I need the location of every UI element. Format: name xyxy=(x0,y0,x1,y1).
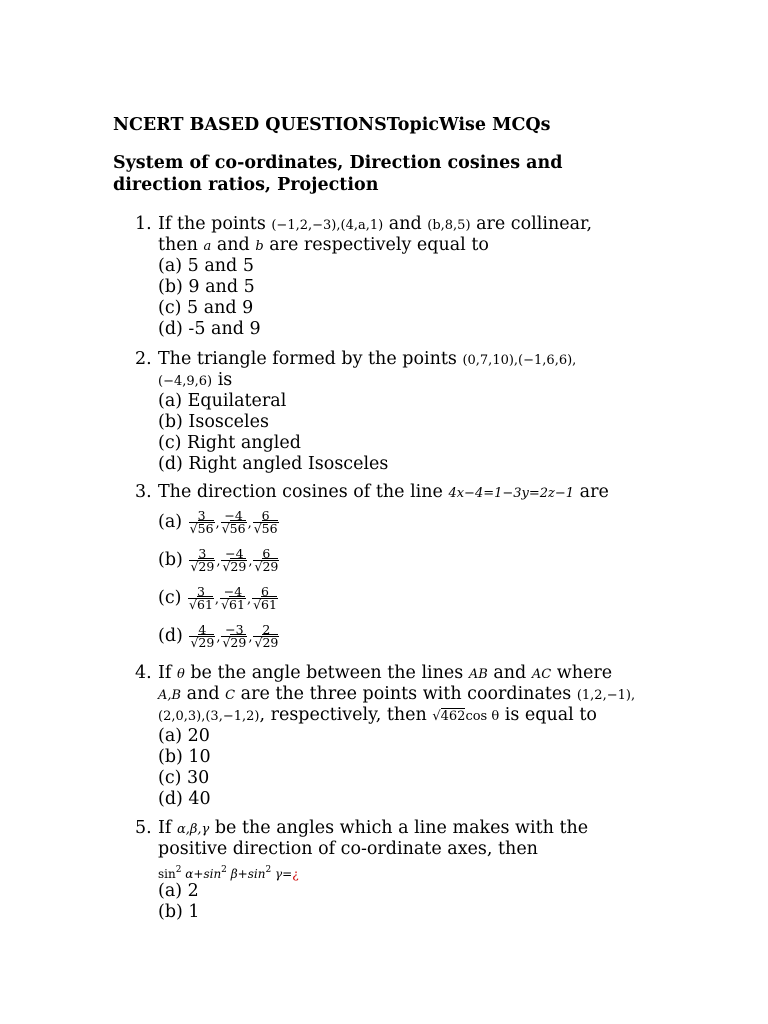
sqrt-symbol: √ xyxy=(222,635,231,650)
text: are xyxy=(574,482,609,502)
square-root: √462 xyxy=(432,709,466,724)
denominator xyxy=(220,598,246,611)
fraction xyxy=(189,510,215,535)
fraction xyxy=(189,624,215,649)
sqrt-symbol: √ xyxy=(189,521,198,536)
denominator xyxy=(253,522,279,535)
numerator: 3 xyxy=(197,508,206,523)
math-variable: A,B xyxy=(158,688,182,703)
fraction xyxy=(188,586,214,611)
question-1 xyxy=(135,214,695,340)
option-label: (d) xyxy=(158,626,183,646)
fraction xyxy=(189,548,215,573)
question-text-line xyxy=(158,349,695,370)
text: are collinear, xyxy=(470,214,593,234)
question-number: 3. xyxy=(135,482,152,502)
question-text-line xyxy=(158,684,695,705)
option-c: (c) 5 and 9 xyxy=(158,298,254,318)
comma: , xyxy=(214,592,220,607)
denominator xyxy=(189,560,215,573)
text: and xyxy=(487,663,532,683)
option-d: (d) -5 and 9 xyxy=(158,319,261,339)
numerator: 4 xyxy=(198,622,207,637)
option-a: (a) 2 xyxy=(158,881,199,901)
option-c: (c) Right angled xyxy=(158,433,301,453)
radicand: 29 xyxy=(262,635,279,650)
radicand: 61 xyxy=(229,597,245,612)
document-title: NCERT BASED QUESTIONSTopicWise MCQs xyxy=(113,115,551,135)
text: where xyxy=(551,663,613,683)
question-text-line xyxy=(158,235,695,256)
text: If the points xyxy=(158,214,272,234)
question-5 xyxy=(135,818,695,923)
text: be the angles which a line makes with the xyxy=(209,818,589,838)
radicand: 29 xyxy=(198,635,215,650)
fraction xyxy=(252,586,278,611)
option-a xyxy=(158,503,695,541)
numerator: 3 xyxy=(197,584,205,599)
math-expression: (2,0,3),(3,−1,2) xyxy=(158,709,260,724)
radicand: 29 xyxy=(230,635,247,650)
fraction xyxy=(253,510,279,535)
comma: , xyxy=(216,554,221,569)
comma: , xyxy=(248,554,253,569)
comma: , xyxy=(247,516,252,531)
numerator: −4 xyxy=(223,584,243,599)
comma: , xyxy=(246,592,252,607)
denominator xyxy=(253,560,279,573)
comma: , xyxy=(248,630,253,645)
sqrt-symbol: √ xyxy=(190,635,199,650)
option-d xyxy=(158,617,695,655)
fraction xyxy=(253,548,279,573)
radicand: 29 xyxy=(230,559,247,574)
question-text-line xyxy=(158,663,695,684)
option-c: (c) 30 xyxy=(158,768,210,788)
math-variable: AB xyxy=(468,667,488,682)
sqrt-symbol: √ xyxy=(190,559,199,574)
text: are respectively equal to xyxy=(263,235,489,255)
superscript: 2 xyxy=(175,865,182,875)
sqrt-symbol: √ xyxy=(221,597,230,612)
math-variable: AC xyxy=(531,667,552,682)
option-b: (b) Isosceles xyxy=(158,412,269,432)
option-label: (c) xyxy=(158,588,182,608)
comma: , xyxy=(216,630,221,645)
radicand: 56 xyxy=(229,521,246,536)
denominator xyxy=(253,636,279,649)
numerator: 6 xyxy=(262,546,271,561)
option-b: (b) 10 xyxy=(158,747,211,767)
math-variable: θ xyxy=(176,667,185,682)
text: then xyxy=(158,235,204,255)
math-variable: b xyxy=(255,239,264,254)
sqrt-symbol: √ xyxy=(254,635,263,650)
question-number: 4. xyxy=(135,663,152,683)
option-b: (b) 1 xyxy=(158,902,200,922)
option-a: (a) 20 xyxy=(158,726,210,746)
comma: , xyxy=(215,516,220,531)
text: is equal to xyxy=(499,705,597,725)
numerator: 6 xyxy=(261,508,270,523)
math-text: γ= xyxy=(271,867,293,881)
option-b: (b) 9 and 5 xyxy=(158,277,255,297)
fraction xyxy=(221,510,247,535)
math-text: α+sin xyxy=(181,867,222,881)
question-number: 2. xyxy=(135,349,152,369)
text: and xyxy=(211,235,256,255)
sqrt-symbol: √ xyxy=(253,597,262,612)
denominator xyxy=(221,636,247,649)
math-expression: (−1,2,−3),(4,a,1) xyxy=(271,218,384,233)
math-expression: (1,2,−1), xyxy=(576,688,636,703)
denominator xyxy=(188,598,214,611)
radicand: 29 xyxy=(198,559,215,574)
text: If xyxy=(158,663,177,683)
radicand: 56 xyxy=(197,521,214,536)
question-text-line xyxy=(158,214,695,235)
denominator xyxy=(189,636,215,649)
fraction-options xyxy=(158,503,695,655)
text: If xyxy=(158,818,177,838)
option-a: (a) 5 and 5 xyxy=(158,256,254,276)
radicand: 462 xyxy=(440,709,466,724)
option-c xyxy=(158,579,695,617)
math-text: ¿ xyxy=(292,867,299,881)
numerator: 3 xyxy=(198,546,207,561)
text: be the angle between the lines xyxy=(184,663,469,683)
radicand: 29 xyxy=(262,559,279,574)
denominator xyxy=(221,522,247,535)
option-label: (b) xyxy=(158,550,183,570)
text: are the three points with coordinates xyxy=(235,684,577,704)
text: The direction cosines of the line xyxy=(158,482,449,502)
denominator xyxy=(252,598,278,611)
math-variable: α,β,γ xyxy=(176,822,210,837)
sqrt-symbol: √ xyxy=(253,521,262,536)
fraction xyxy=(221,624,247,649)
fraction xyxy=(221,548,247,573)
math-variable: C xyxy=(225,688,236,703)
fraction xyxy=(253,624,279,649)
option-d: (d) 40 xyxy=(158,789,211,809)
math-text: β+sin xyxy=(226,867,266,881)
section-heading: System of co-ordinates, Direction cosines and direction ratios, Projection xyxy=(113,153,563,195)
option-label: (a) xyxy=(158,512,183,532)
question-text-line xyxy=(158,818,695,839)
math-expression-line xyxy=(158,860,695,881)
math-expression: (b,8,5) xyxy=(427,218,471,233)
question-text-line xyxy=(158,482,695,503)
sqrt-symbol: √ xyxy=(254,559,263,574)
option-a: (a) Equilateral xyxy=(158,391,287,411)
text: , respectively, then xyxy=(259,705,433,725)
superscript: 2 xyxy=(221,865,227,875)
numerator: −4 xyxy=(224,508,243,523)
math-expression: cos θ xyxy=(465,709,500,724)
radicand: 56 xyxy=(261,521,278,536)
superscript: 2 xyxy=(265,865,272,875)
question-2 xyxy=(135,349,695,475)
question-text-line: positive direction of co-ordinate axes, then xyxy=(158,839,538,859)
numerator: −4 xyxy=(225,546,244,561)
option-b xyxy=(158,541,695,579)
math-variable: a xyxy=(203,239,212,254)
option-d: (d) Right angled Isosceles xyxy=(158,454,389,474)
text: The triangle formed by the points xyxy=(158,349,463,369)
question-number: 5. xyxy=(135,818,152,838)
sqrt-symbol: √ xyxy=(221,521,230,536)
denominator xyxy=(221,560,247,573)
denominator xyxy=(189,522,215,535)
sqrt-symbol: √ xyxy=(222,559,231,574)
radicand: 61 xyxy=(261,597,277,612)
sqrt-symbol: √ xyxy=(189,597,198,612)
fraction xyxy=(220,586,246,611)
question-text-line xyxy=(158,370,695,391)
math-text: sin xyxy=(158,867,176,881)
numerator: −3 xyxy=(225,622,244,637)
question-3 xyxy=(135,482,695,655)
text: is xyxy=(212,370,233,390)
numerator: 6 xyxy=(261,584,269,599)
text: and xyxy=(181,684,226,704)
text: and xyxy=(383,214,428,234)
radicand: 61 xyxy=(197,597,213,612)
math-expression: (0,7,10),(−1,6,6), xyxy=(462,353,577,368)
numerator: 2 xyxy=(262,622,271,637)
math-expression: 4x−4=1−3y=2z−1 xyxy=(448,486,575,501)
math-expression: (−4,9,6) xyxy=(158,374,213,389)
question-number: 1. xyxy=(135,214,152,234)
question-4 xyxy=(135,663,695,810)
question-text-line xyxy=(158,705,695,726)
